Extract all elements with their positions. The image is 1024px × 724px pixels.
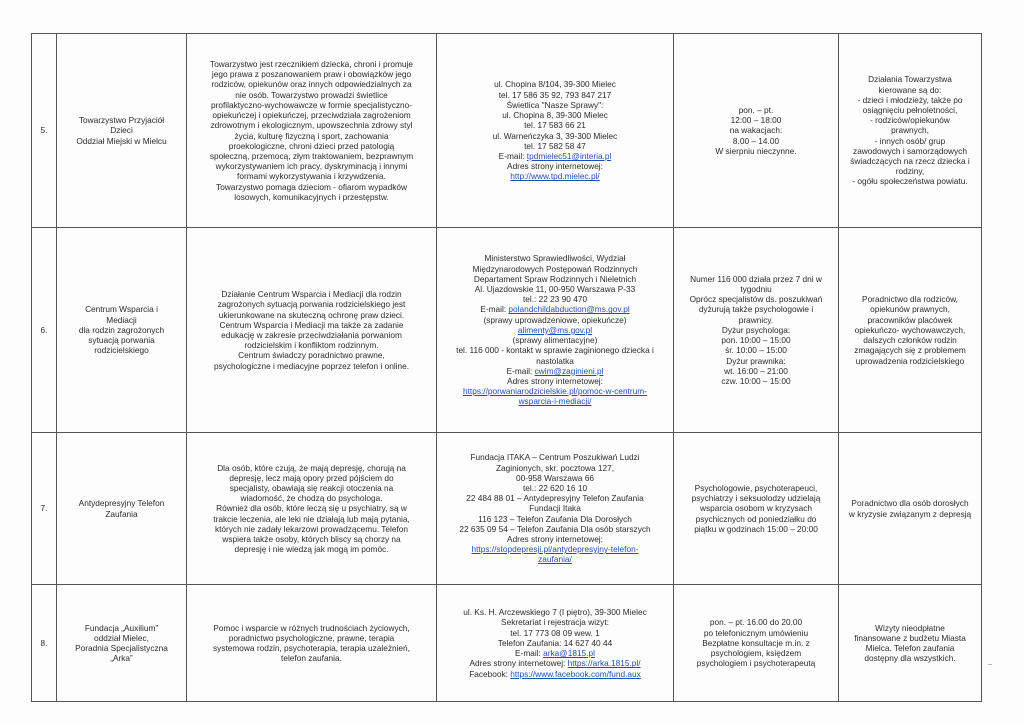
target-line: - ogółu społeczeństwa powiatu. [852,176,968,187]
target-line: rodziny, [895,166,925,177]
target-line: opiekunów prawnych, [870,304,950,315]
contact-line: nastolatka [536,355,574,366]
row-number: 7. [32,433,57,585]
contact-info [437,433,674,585]
organization-name [57,228,187,433]
target-line: dalszych członków rodzin [863,335,957,346]
hours-line: psychologiem i psychoterapeutą [696,658,816,669]
email-link[interactable]: alimenty@ms.gov.pl [517,324,593,335]
organization-name [57,34,187,228]
description-line: Dla osób, które czują, że mają depresję, chorują na [217,462,406,473]
hours-line: dyżurują także psychologowie i [698,304,814,315]
organization-description [187,34,437,228]
opening-hours [674,433,839,585]
name-line: Towarzystwo Przyjaciół [78,115,165,126]
name-line: rodzicielskiego [94,345,149,356]
description-line: Pomoc i wsparcie w różnych trudnościach życiowych, [213,622,410,633]
website-link[interactable]: http://www.tpd.mielec.pl/ [510,171,600,182]
description-line: depresję, lecz mają opory przed pójściem do [229,472,394,483]
hours-line: psychologiem, księdzem [710,648,802,659]
target-line: Działania Towarzystwa [868,74,952,85]
hours-line: po telefonicznym umówieniu [703,627,809,638]
hours-line: Oprócz specjalistów ds. poszukiwań [689,294,823,305]
target-line: uprowadzenia rodzicielskiego [855,355,965,366]
name-line: Antydepresyjny Telefon [78,498,165,509]
description-line: ukierunkowane na skuteczną ochronę praw dzieci. [218,309,405,320]
description-line: Centrum świadczy poradnictwo prawne, [238,350,385,361]
target-line: - rodziców/opiekunów [870,115,950,126]
description-line: poradnictwo psychologiczne, prawne, terapia [228,632,395,643]
contact-line: ul. Chopina 8, 39-300 Mielec [502,110,608,121]
contact-line: Sekretariat i rejestracja wizyt: [501,617,609,628]
email-line [441,325,669,335]
target-line: Poradnictwo dla rodziców, [862,294,958,305]
name-line: Centrum Wsparcia i [85,304,158,315]
contact-line: Świetlica "Nasze Sprawy": [506,99,604,110]
contact-line: 00-958 Warszawa 66 [515,472,595,483]
target-line: w kryzysie związanym z depresją [848,508,972,519]
target-group [839,228,982,433]
hours-line: W sierpniu nieczynne. [715,145,797,156]
hours-line: 8.00 – 14.00 [732,135,780,146]
description-line: depresję i nie wiedzą jak mogą im pomóc. [234,544,389,555]
name-line: Zaufania [105,508,138,519]
description-line: proekologiczne, chroni dzieci przed patologią [228,140,395,151]
description-line: zagrożonych sytuacją porwania rodzicielskiego jest [217,299,406,310]
target-line: dostępny dla wszystkich. [864,653,956,664]
email-line [441,366,669,376]
hours-line: pon. 10:00 – 15:00 [721,335,791,346]
hours-line: piątku w godzinach 15:00 – 20:00 [694,523,818,534]
description-line: Centrum Wsparcia i Mediacji ma także za zadanie [219,319,404,330]
contact-line: Departament Spraw Rodzinnych i Nieletnich [473,273,637,284]
description-line: formami wykorzystywania i krzywdzenia. [237,171,386,182]
target-line: zmagających się z problemem [854,345,966,356]
contact-line: 22 484 88 01 – Antydepresyjny Telefon Zaufania [466,493,644,504]
contact-line: Zaginionych, skr. pocztowa 127, [495,462,615,473]
description-line: losowych, komunikacyjnych i przestępstw. [234,191,389,202]
name-line: Mediacji [106,314,137,325]
hours-line: śr. 10:00 – 15:00 [725,345,787,356]
organizations-table [31,33,982,702]
name-line: oddział Mielec, [94,632,149,643]
table-row [32,433,982,585]
margin-mark [988,664,992,665]
table-row [32,34,982,228]
email-line [441,648,669,658]
contact-info [437,34,674,228]
target-line: - dzieci i młodzieży, także po [857,94,963,105]
contact-line: Al. Ujazdowskie 11, 00-950 Warszawa P-33 [474,284,636,295]
target-line: - innych osób/ grup [874,135,946,146]
website-label: Adres strony internetowej: [507,161,603,172]
organization-description [187,585,437,702]
hours-line: psychiatrzy i seksuolodzy udzielają [691,493,821,504]
hours-line: Bezpłatne konsultacje m.in. z [702,637,810,648]
target-group [839,433,982,585]
table-row [32,585,982,702]
opening-hours [674,34,839,228]
target-line: kierowane są do: [878,84,942,95]
target-line: Mielca. Telefon zaufania [865,643,955,653]
contact-info [437,228,674,433]
description-line: których nie zadały lekarzowi prowadzącemu. Telefon [214,523,409,534]
target-line: opiekuńczo- wychowawczych, [854,324,966,335]
description-line: Również dla osób, które leczą się u psychiatry, są w [216,503,407,514]
organization-name [57,585,187,702]
hours-line: Numer 116 000 działa przez 7 dni w [690,273,822,284]
description-line: wykorzystywaniem ich pracy, dyskryminacją i innymi [215,161,408,172]
website-label: Adres strony internetowej: [469,658,568,669]
facebook-link[interactable]: https://www.facebook.com/fund.aux [510,668,641,679]
target-line: Wizyty nieodpłatne [875,622,945,633]
hours-line: Dyżur psychologa: [721,324,791,335]
name-line: Fundacja „Auxilium” [84,622,159,633]
row-number: 6. [32,228,57,433]
description-line: profilaktyczno-wychowawcze w formie specjalistyczno- [210,99,413,110]
description-line: telefon zaufania. [281,653,342,664]
target-line: prawnych, [891,125,929,136]
email-link[interactable]: polandchildabduction@ms.gov.pl [508,304,630,315]
email-label: E-mail: [506,365,535,376]
target-line: osiągnięciu pełnoletności, [862,104,958,115]
hours-line: wsparcia osobom w kryzysach [699,503,813,514]
email-link[interactable]: tpdmielec51@interia.pl [526,150,612,161]
hours-line: pon. – pt. 16.00 do 20.00 [709,617,803,628]
hours-line: wt. 16:00 – 21:00 [724,365,788,376]
contact-line: (sprawy uprowadzeniowe, opiekuńcze) [483,314,627,325]
email-label: E-mail: [515,648,544,659]
description-line: zdrowotnym i ekologicznym, upowszechnia zdrowy styl [210,120,413,131]
contact-info [437,585,674,702]
organization-description [187,228,437,433]
opening-hours [674,585,839,702]
contact-line: tel. 17 586 35 92, 793 847 217 [498,89,612,100]
hours-line: psychicznych od poniedziałku do [695,513,817,524]
contact-line: Fundacja ITAKA – Centrum Poszukiwań Ludzi [470,452,640,463]
contact-line: tel. 17 582 58 47 [524,140,586,151]
hours-line: Psychologowie, psychoterapeuci, [694,482,818,493]
website-label: Adres strony internetowej: [507,534,603,544]
contact-line: Ministerstwo Sprawiedliwości, Wydział [484,253,626,264]
target-line: zawodowych i samorządowych [853,145,967,156]
email-link[interactable]: cwim@zaginieni.pl [534,365,604,376]
name-line: Poradnia Specjalistyczna [75,643,168,653]
name-line: sytuacją porwania [88,335,155,346]
contact-line: Telefon Zaufania: 14 627 40 44 [497,637,613,648]
hours-line: prawnicy. [738,314,774,325]
target-line: pracowników placówek [867,314,953,325]
name-line: „Arka” [110,653,133,664]
contact-line: Międzynarodowych Postępowań Rodzinnych [472,263,638,274]
row-number: 5. [32,34,57,228]
hours-line: na wakacjach: [729,125,783,136]
description-line: rodzicielskim i konfliktom rodzinnym. [244,340,379,351]
hours-line: tygodniu [740,284,772,295]
website-line [441,658,669,668]
description-line: edukację w zakresie przeciwdziałania porwaniom [221,330,402,340]
website-label: Adres strony internetowej: [507,375,603,386]
email-label: E-mail: [498,150,527,161]
table-row [32,228,982,433]
website-link[interactable]: wsparcia-i-mediacji/ [518,396,592,407]
contact-line: tel. 17 583 66 21 [524,120,586,131]
website-link[interactable]: zaufania/ [538,554,572,565]
description-line: nie osób. Towarzystwo prowadzi świetlice [235,89,388,100]
contact-line: 116 123 – Telefon Zaufania Dla Dorosłych [478,513,632,524]
description-line: życia, kulturę fizyczną i sport, zachowania [234,130,389,141]
opening-hours [674,228,839,433]
contact-line: tel.: 22 620 16 10 [522,482,588,493]
email-line [441,151,669,161]
facebook-line [441,669,669,679]
hours-line: 12:00 – 18:00 [730,115,782,126]
description-line: trakcie leczenia, ale leki nie działają lub mają pytania, [213,513,410,524]
hours-line: pon. – pt. [738,104,774,115]
website-link[interactable]: https://porwaniarodzicielskie.pl/pomoc-w-centrum- [463,386,647,397]
description-line: Towarzystwo jest rzecznikiem dziecka, chroni i promuje [210,59,413,70]
row-number: 8. [32,585,57,702]
contact-line: ul. Warneńczyka 3, 39-300 Mielec [492,130,618,141]
hours-line: czw. 10:00 – 15:00 [721,375,791,386]
description-line: jego prawa z poszanowaniem praw i obowiązków jego [211,69,412,80]
contact-line: tel. 17 773 08 09 wew. 1 [510,627,600,638]
organization-name [57,433,187,585]
name-line: Dzieci [110,125,133,136]
email-line [441,304,669,314]
description-line: Towarzystwo pomaga dzieciom - ofiarom wypadków [216,181,407,192]
description-line: rodziców, opiekunów oraz innych odpowiedzialnych za [211,79,412,90]
name-line: Oddział Miejski w Mielcu [76,135,167,146]
target-line: finansowane z budżetu Miasta [854,632,966,643]
description-line: systemowa rodzin, psychoterapia, terapia uzależnień, [213,643,410,653]
organization-description [187,433,437,585]
email-link[interactable]: arka@1815.pl [543,648,595,659]
facebook-label: Facebook: [469,668,511,679]
target-line: świadczących na rzecz dziecka i [850,156,970,166]
target-line: Poradnictwo dla osób dorosłych [851,498,969,509]
hours-line: Dyżur prawnika: [726,355,786,366]
target-group [839,585,982,702]
contact-line: 22 635 09 54 – Telefon Zaufania Dla osób starszych [459,523,651,534]
contact-line: ul. Ks. H. Arczewskiego 7 (I piętro), 39-300 Mielec [463,607,647,618]
description-line: opiekuńczej i opiekuńczej, przeciwdziała zagrożeniom [212,110,411,121]
name-line: dla rodzin zagrożonych [78,324,165,335]
contact-line: ul. Chopina 8/104, 39-300 Mielec [494,79,616,90]
description-line: specjalisty, obawiają się reakcji otoczenia na [229,482,394,493]
description-line: wiadomość, że chodzą do psychologa. [240,493,383,504]
description-line: Działanie Centrum Wsparcia i Mediacji dla rodzin [221,289,402,300]
contact-line: Fundacji Itaka [529,503,581,514]
description-line: społeczną, przemocą, złym traktowaniem, bezprawnym [209,150,414,161]
email-label: E-mail: [480,304,509,315]
contact-line: tel. 116 000 - kontakt w sprawie zaginionego dziecka i [456,345,654,356]
description-line: wspiera także osoby, których bliscy są chorzy na [222,534,401,544]
description-line: psychologiczne i mediacyjne poprzez telefon i online. [213,360,410,371]
website-link[interactable]: https://arka.1815.pl/ [567,658,641,669]
contact-line: (sprawy alimentacyjne) [512,335,598,346]
contact-line: tel.: 22 23 90 470 [522,294,588,305]
website-link[interactable]: https://stopdepresji.pl/antydepresyjny-telefon- [471,544,639,555]
target-group [839,34,982,228]
